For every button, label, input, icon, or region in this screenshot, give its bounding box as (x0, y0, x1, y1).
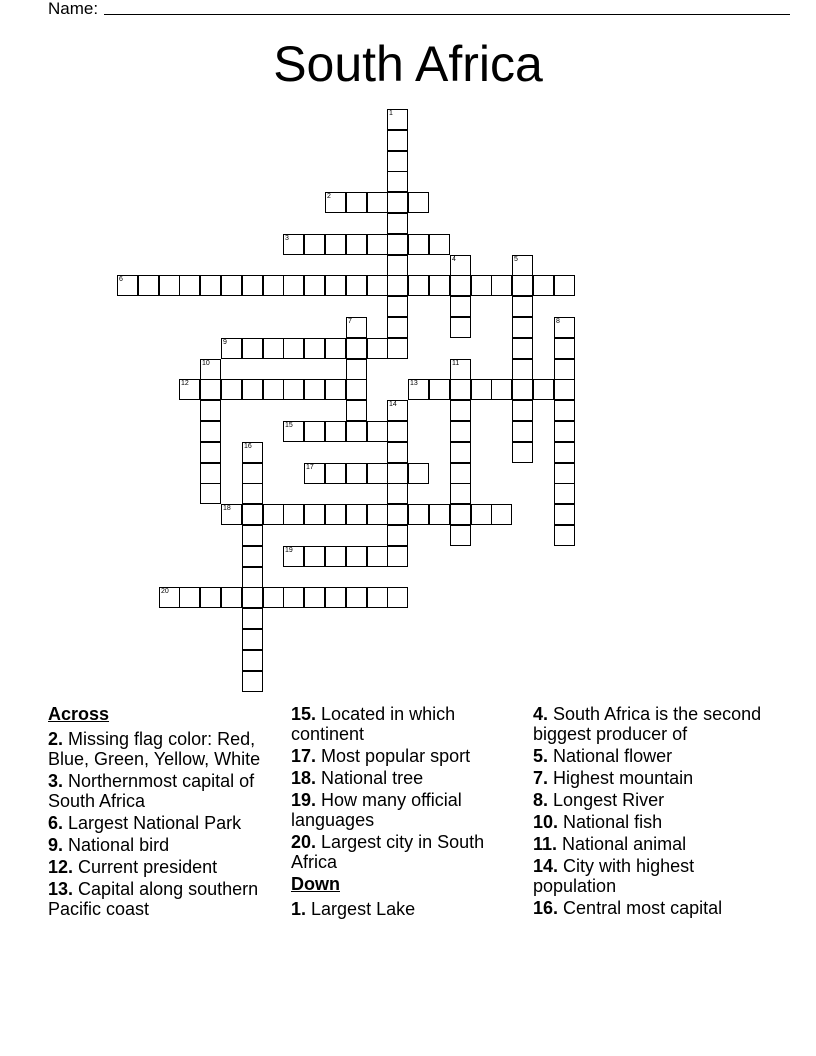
crossword-cell[interactable] (263, 587, 284, 608)
crossword-cell[interactable] (408, 504, 429, 525)
crossword-cell[interactable] (512, 421, 533, 442)
crossword-cell[interactable] (471, 379, 492, 400)
clue-column-1 (48, 704, 278, 921)
crossword-cell[interactable] (325, 587, 346, 608)
crossword-cell[interactable] (200, 483, 221, 504)
clue-across-18: 18. National tree (291, 768, 424, 788)
clue-down-14: 14. City with highest population (533, 856, 695, 896)
crossword-cell[interactable] (512, 275, 533, 296)
crossword-cell[interactable] (450, 296, 471, 317)
crossword-cell[interactable] (554, 400, 575, 421)
crossword-cell[interactable] (367, 587, 388, 608)
name-underline (104, 14, 790, 15)
crossword-cell[interactable] (387, 234, 408, 255)
crossword-cell[interactable] (512, 317, 533, 338)
cell-number: 20 (161, 588, 169, 595)
crossword-cell[interactable] (283, 338, 304, 359)
crossword-cell[interactable] (242, 379, 263, 400)
crossword-cell[interactable] (408, 234, 429, 255)
crossword-cell[interactable] (325, 338, 346, 359)
crossword-cell[interactable] (554, 525, 575, 546)
crossword-cell[interactable] (512, 338, 533, 359)
across-heading: Across (48, 704, 110, 724)
crossword-cell[interactable] (491, 504, 512, 525)
crossword-cell[interactable] (554, 463, 575, 484)
crossword-cell[interactable] (450, 421, 471, 442)
clue-across-2: 2. Missing flag color: Red, Blue, Green, Yellow, White (48, 729, 261, 769)
crossword-cell[interactable] (512, 400, 533, 421)
cell-number: 5 (514, 256, 518, 263)
crossword-cell[interactable] (387, 525, 408, 546)
cell-number: 8 (556, 318, 560, 325)
clue-across-19: 19. How many official languages (291, 790, 462, 830)
crossword-cell[interactable] (325, 379, 346, 400)
cell-number: 14 (389, 401, 397, 408)
crossword-cell[interactable] (367, 463, 388, 484)
clue-across-3: 3. Northernmost capital of South Africa (48, 771, 255, 811)
crossword-cell[interactable] (367, 234, 388, 255)
crossword-cell[interactable] (387, 171, 408, 192)
crossword-cell[interactable] (554, 338, 575, 359)
crossword-cell[interactable] (346, 400, 367, 421)
crossword-cell[interactable] (263, 275, 284, 296)
crossword-cell[interactable] (304, 421, 325, 442)
crossword-cell[interactable] (200, 442, 221, 463)
crossword-cell[interactable] (263, 338, 284, 359)
down-heading: Down (291, 874, 340, 894)
crossword-cell[interactable] (387, 546, 408, 567)
crossword-cell[interactable] (304, 275, 325, 296)
crossword-cell[interactable] (512, 442, 533, 463)
crossword-cell[interactable] (304, 379, 325, 400)
clue-down-7: 7. Highest mountain (533, 768, 694, 788)
crossword-cell[interactable] (450, 442, 471, 463)
crossword-cell[interactable] (450, 525, 471, 546)
crossword-cell[interactable] (450, 483, 471, 504)
cell-number: 2 (327, 193, 331, 200)
crossword-cell[interactable] (346, 275, 367, 296)
crossword-cell[interactable] (200, 400, 221, 421)
crossword-cell[interactable] (304, 546, 325, 567)
crossword-cell[interactable] (387, 130, 408, 151)
crossword-cell[interactable] (533, 275, 554, 296)
crossword-cell[interactable] (263, 379, 284, 400)
page-title: South Africa (273, 36, 543, 92)
clue-across-6: 6. Largest National Park (48, 813, 242, 833)
crossword-cell[interactable] (471, 275, 492, 296)
crossword-cell[interactable] (221, 275, 242, 296)
crossword-cell[interactable] (346, 192, 367, 213)
crossword-cell[interactable] (491, 379, 512, 400)
crossword-cell[interactable] (387, 338, 408, 359)
crossword-cell[interactable] (429, 234, 450, 255)
crossword-cell[interactable] (138, 275, 159, 296)
crossword-cell[interactable] (200, 275, 221, 296)
crossword-cell[interactable] (408, 192, 429, 213)
clue-across-12: 12. Current president (48, 857, 218, 877)
crossword-cell[interactable] (283, 275, 304, 296)
crossword-cell[interactable] (387, 463, 408, 484)
clue-across-20: 20. Largest city in South Africa (291, 832, 485, 872)
name-field[interactable] (48, 0, 748, 19)
crossword-cell[interactable] (200, 463, 221, 484)
crossword-cell[interactable] (408, 275, 429, 296)
crossword-cell[interactable] (346, 379, 367, 400)
clue-down-11: 11. National animal (533, 834, 687, 854)
clue-down-10: 10. National fish (533, 812, 663, 832)
crossword-cell[interactable] (242, 338, 263, 359)
crossword-cell[interactable] (242, 650, 263, 671)
cell-number: 19 (285, 547, 293, 554)
clue-across-9: 9. National bird (48, 835, 170, 855)
clue-down-5: 5. National flower (533, 746, 673, 766)
crossword-cell[interactable] (367, 546, 388, 567)
crossword-cell[interactable] (387, 421, 408, 442)
crossword-cell[interactable] (554, 275, 575, 296)
cell-number: 17 (306, 464, 314, 471)
crossword-cell[interactable] (159, 275, 180, 296)
crossword-cell[interactable] (346, 546, 367, 567)
crossword-cell[interactable] (554, 504, 575, 525)
crossword-cell[interactable] (242, 587, 263, 608)
crossword-cell[interactable] (179, 587, 200, 608)
cell-number: 9 (223, 339, 227, 346)
crossword-cell[interactable] (242, 504, 263, 525)
cell-number: 3 (285, 235, 289, 242)
crossword-cell[interactable] (242, 525, 263, 546)
crossword-cell[interactable] (221, 379, 242, 400)
clue-down-1: 1. Largest Lake (291, 899, 416, 919)
crossword-cell[interactable] (429, 275, 450, 296)
crossword-cell[interactable] (346, 463, 367, 484)
crossword-cell[interactable] (242, 608, 263, 629)
crossword-cell[interactable] (554, 442, 575, 463)
crossword-cell[interactable] (304, 587, 325, 608)
crossword-cell[interactable] (283, 379, 304, 400)
crossword-cell[interactable] (429, 504, 450, 525)
cell-number: 12 (181, 380, 189, 387)
crossword-cell[interactable] (242, 629, 263, 650)
crossword-cell[interactable] (346, 504, 367, 525)
crossword-cell[interactable] (304, 504, 325, 525)
crossword-cell[interactable] (450, 275, 471, 296)
crossword-cell[interactable] (325, 275, 346, 296)
cell-number: 6 (119, 276, 123, 283)
crossword-cell[interactable] (367, 504, 388, 525)
crossword-cell[interactable] (450, 379, 471, 400)
crossword-cell[interactable] (242, 275, 263, 296)
crossword-cell[interactable] (242, 546, 263, 567)
cell-number: 7 (348, 318, 352, 325)
crossword-cell[interactable] (242, 463, 263, 484)
cell-number: 16 (244, 443, 252, 450)
crossword-cell[interactable] (387, 483, 408, 504)
cell-number: 4 (452, 256, 456, 263)
crossword-cell[interactable] (346, 234, 367, 255)
crossword-cell[interactable] (387, 504, 408, 525)
crossword-cell[interactable] (325, 546, 346, 567)
clue-down-4: 4. South Africa is the second biggest producer of (533, 704, 762, 744)
crossword-cell[interactable] (367, 192, 388, 213)
crossword-cell[interactable] (367, 338, 388, 359)
crossword-cell[interactable] (450, 504, 471, 525)
clue-down-8: 8. Longest River (533, 790, 665, 810)
cell-number: 15 (285, 422, 293, 429)
crossword-cell[interactable] (554, 379, 575, 400)
crossword-cell[interactable] (200, 379, 221, 400)
crossword-cell[interactable] (387, 442, 408, 463)
clue-column-3 (533, 704, 773, 920)
clue-across-17: 17. Most popular sport (291, 746, 471, 766)
crossword-cell[interactable] (387, 151, 408, 172)
crossword-cell[interactable] (367, 275, 388, 296)
crossword-cell[interactable] (387, 296, 408, 317)
crossword-cell[interactable] (387, 192, 408, 213)
crossword-cell[interactable] (429, 379, 450, 400)
crossword-cell[interactable] (304, 338, 325, 359)
name-label: Name: (48, 0, 99, 18)
crossword-cell[interactable] (200, 421, 221, 442)
crossword-cell[interactable] (512, 359, 533, 380)
cell-number: 13 (410, 380, 418, 387)
crossword-cell[interactable] (242, 567, 263, 588)
clue-across-13: 13. Capital along southern Pacific coast (48, 879, 259, 919)
clue-across-15: 15. Located in which continent (291, 704, 456, 744)
cell-number: 11 (452, 360, 460, 367)
cell-number: 10 (202, 360, 210, 367)
crossword-cell[interactable] (200, 587, 221, 608)
crossword-cell[interactable] (408, 463, 429, 484)
crossword-cell[interactable] (387, 213, 408, 234)
crossword-cell[interactable] (387, 587, 408, 608)
crossword-cell[interactable] (387, 275, 408, 296)
crossword-cell[interactable] (533, 379, 554, 400)
crossword-cell[interactable] (325, 463, 346, 484)
crossword-cell[interactable] (304, 234, 325, 255)
crossword-cell[interactable] (471, 504, 492, 525)
crossword-cell[interactable] (367, 421, 388, 442)
cell-number: 1 (389, 110, 393, 117)
crossword-cell[interactable] (325, 421, 346, 442)
clue-column-2 (291, 704, 521, 921)
crossword-cell[interactable] (554, 483, 575, 504)
clue-down-16: 16. Central most capital (533, 898, 723, 918)
crossword-cell[interactable] (387, 317, 408, 338)
cell-number: 18 (223, 505, 231, 512)
crossword-cell[interactable] (512, 379, 533, 400)
crossword-cell[interactable] (450, 400, 471, 421)
crossword-cell[interactable] (450, 317, 471, 338)
crossword-cell[interactable] (554, 421, 575, 442)
crossword-cell[interactable] (346, 421, 367, 442)
crossword-cell[interactable] (325, 504, 346, 525)
crossword-cell[interactable] (242, 671, 263, 692)
crossword-cell[interactable] (283, 504, 304, 525)
crossword-cell[interactable] (283, 587, 304, 608)
crossword-cell[interactable] (387, 255, 408, 276)
crossword-cell[interactable] (346, 359, 367, 380)
crossword-cell[interactable] (512, 296, 533, 317)
crossword-cell[interactable] (242, 483, 263, 504)
crossword-cell[interactable] (554, 359, 575, 380)
crossword-cell[interactable] (179, 275, 200, 296)
crossword-cell[interactable] (263, 504, 284, 525)
crossword-cell[interactable] (325, 234, 346, 255)
crossword-cell[interactable] (346, 587, 367, 608)
crossword-cell[interactable] (221, 587, 242, 608)
crossword-cell[interactable] (346, 338, 367, 359)
crossword-cell[interactable] (450, 463, 471, 484)
crossword-cell[interactable] (491, 275, 512, 296)
